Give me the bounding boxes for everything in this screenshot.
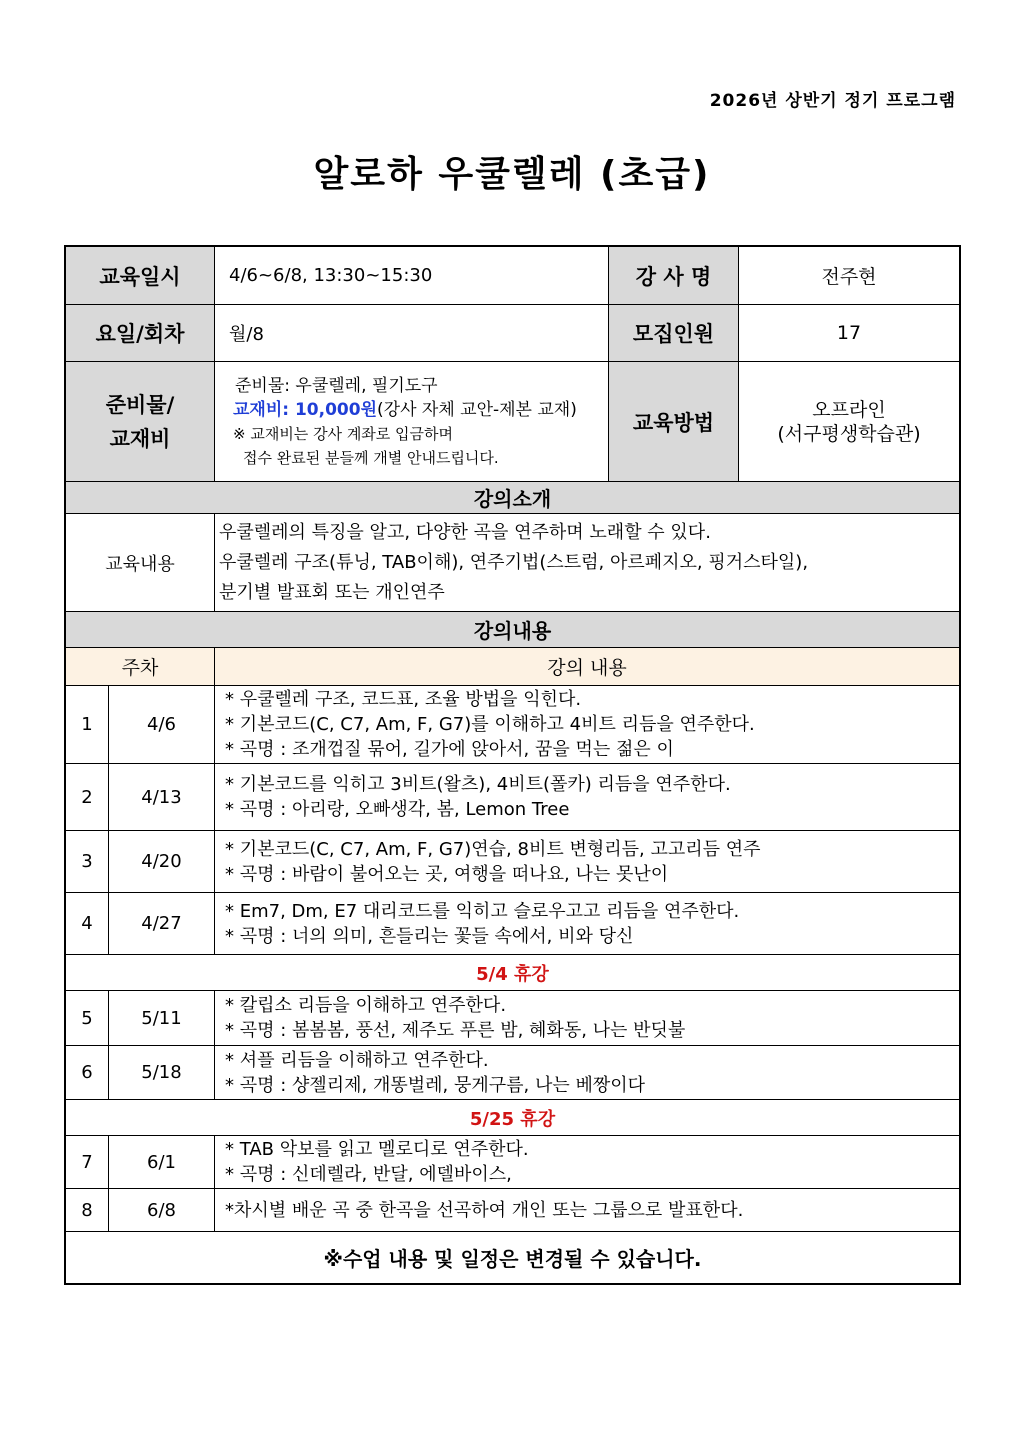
break-notice: 5/25 휴강 <box>469 1108 556 1130</box>
week-date: 4/6 <box>108 686 214 763</box>
program-table <box>64 245 961 1285</box>
page-title: 알로하 우쿨렐레 (초급) <box>313 154 711 195</box>
method-line1: 오프라인 <box>812 398 886 421</box>
week-number: 1 <box>81 714 93 735</box>
week-content <box>214 764 959 830</box>
week-content <box>214 893 959 954</box>
intro-label: 교육내용 <box>105 553 175 575</box>
supplies-value <box>214 362 608 481</box>
method-value <box>738 362 959 481</box>
week-date: 4/27 <box>108 893 214 954</box>
week-row <box>66 1188 959 1231</box>
week-line: * TAB 악보를 읽고 멜로디로 연주한다. <box>225 1139 529 1160</box>
week-date: 6/1 <box>108 1136 214 1188</box>
week-line: * 기본코드(C, C7, Am, F, G7)를 이해하고 4비트 리듬을 연주한다. <box>225 714 755 735</box>
week-number: 2 <box>81 786 93 808</box>
week-line: * 곡명 : 샹젤리제, 개똥벌레, 뭉게구름, 나는 베짱이다 <box>225 1074 646 1096</box>
week-number: 6 <box>81 1062 93 1083</box>
supplies-label-line1: 준비물/ <box>105 392 175 417</box>
week-line: * 곡명 : 바람이 불어오는 곳, 여행을 떠나요, 나는 못난이 <box>225 863 669 885</box>
date-value: 4/6~6/8, 13:30~15:30 <box>214 247 608 304</box>
week-line: * 우쿨렐레 구조, 코드표, 조율 방법을 익힌다. <box>225 689 582 710</box>
day-value: 월/8 <box>214 305 608 361</box>
day-label: 요일/회차 <box>66 305 214 361</box>
week-row <box>66 1045 959 1099</box>
week-line: * 곡명 : 봄봄봄, 풍선, 제주도 푸른 밤, 혜화동, 나는 반딧불 <box>225 1020 686 1041</box>
capacity-value: 17 <box>738 305 959 361</box>
supplies-label <box>66 362 214 481</box>
week-line: * 셔플 리듬을 이해하고 연주한다. <box>225 1049 489 1071</box>
instructor-value: 전주현 <box>738 247 959 304</box>
week-row <box>66 892 959 954</box>
week-content <box>214 831 959 892</box>
fee-line <box>233 398 577 422</box>
week-line: * 기본코드(C, C7, Am, F, G7)연습, 8비트 변형리듬, 고고리듬 연주 <box>225 838 761 860</box>
week-number: 8 <box>81 1199 93 1221</box>
method-label: 교육방법 <box>608 362 738 481</box>
intro-line: 우쿨렐레 구조(튜닝, TAB이해), 연주기법(스트럼, 아르페지오, 핑거스타일), <box>219 551 809 573</box>
week-line: * 곡명 : 조개껍질 묶어, 길가에 앉아서, 꿈을 먹는 젊은 이 <box>225 739 674 760</box>
week-row <box>66 685 959 763</box>
supplies-note1: ※ 교재비는 강사 계좌로 입금하며 <box>233 424 454 443</box>
intro-content <box>214 514 959 611</box>
col-content-header: 강의 내용 <box>214 648 959 685</box>
program-label: 2026년 상반기 정기 프로그램 <box>709 91 956 111</box>
date-label: 교육일시 <box>66 247 214 304</box>
week-date: 4/13 <box>108 764 214 830</box>
week-number: 5 <box>81 1007 93 1029</box>
intro-line: 우쿨렐레의 특징을 알고, 다양한 곡을 연주하며 노래할 수 있다. <box>219 521 711 543</box>
week-line: * 칼립소 리듬을 이해하고 연주한다. <box>225 995 507 1016</box>
week-date: 5/18 <box>108 1046 214 1099</box>
week-line: * 곡명 : 신데렐라, 반달, 에델바이스, <box>225 1164 512 1185</box>
week-line: * 기본코드를 익히고 3비트(왈츠), 4비트(폴카) 리듬을 연주한다. <box>225 774 731 795</box>
week-content <box>214 686 959 763</box>
week-content <box>214 1046 959 1099</box>
intro-section-title: 강의소개 <box>66 482 959 513</box>
supplies-label-line2: 교재비 <box>109 426 171 451</box>
week-number: 7 <box>81 1151 93 1173</box>
week-date: 5/11 <box>108 991 214 1045</box>
capacity-label: 모집인원 <box>608 305 738 361</box>
break-notice: 5/4 휴강 <box>476 963 549 985</box>
fee-label: 교재비: 10,000원 <box>233 399 378 420</box>
week-row <box>66 830 959 892</box>
week-row <box>66 990 959 1045</box>
week-row <box>66 1135 959 1188</box>
week-content <box>214 1189 959 1231</box>
week-content <box>214 991 959 1045</box>
week-number: 3 <box>81 851 93 872</box>
week-content <box>214 1136 959 1188</box>
week-line: * 곡명 : 너의 의미, 흔들리는 꽃들 속에서, 비와 당신 <box>225 925 634 947</box>
week-line: * Em7, Dm, E7 대리코드를 익히고 슬로우고고 리듬을 연주한다. <box>225 900 740 922</box>
fee-rest: (강사 자체 교안-제본 교재) <box>377 399 577 420</box>
week-date: 4/20 <box>108 831 214 892</box>
week-line: *차시별 배운 곡 중 한곡을 선곡하여 개인 또는 그룹으로 발표한다. <box>225 1199 744 1221</box>
intro-line: 분기별 발표회 또는 개인연주 <box>219 581 445 603</box>
schedule-change-note: ※수업 내용 및 일정은 변경될 수 있습니다. <box>323 1247 702 1271</box>
col-week-header: 주차 <box>121 657 159 679</box>
method-line2: (서구평생학습관) <box>777 422 921 445</box>
supplies-note2: 접수 완료된 분들께 개별 안내드립니다. <box>243 448 499 467</box>
week-row <box>66 763 959 830</box>
instructor-label: 강 사 명 <box>608 247 738 304</box>
week-line: * 곡명 : 아리랑, 오빠생각, 봄, Lemon Tree <box>225 799 570 820</box>
supplies-line1: 준비물: 우쿨렐레, 필기도구 <box>235 375 438 396</box>
week-number: 4 <box>81 913 93 934</box>
curriculum-section-title: 강의내용 <box>66 612 959 647</box>
week-date: 6/8 <box>108 1189 214 1231</box>
